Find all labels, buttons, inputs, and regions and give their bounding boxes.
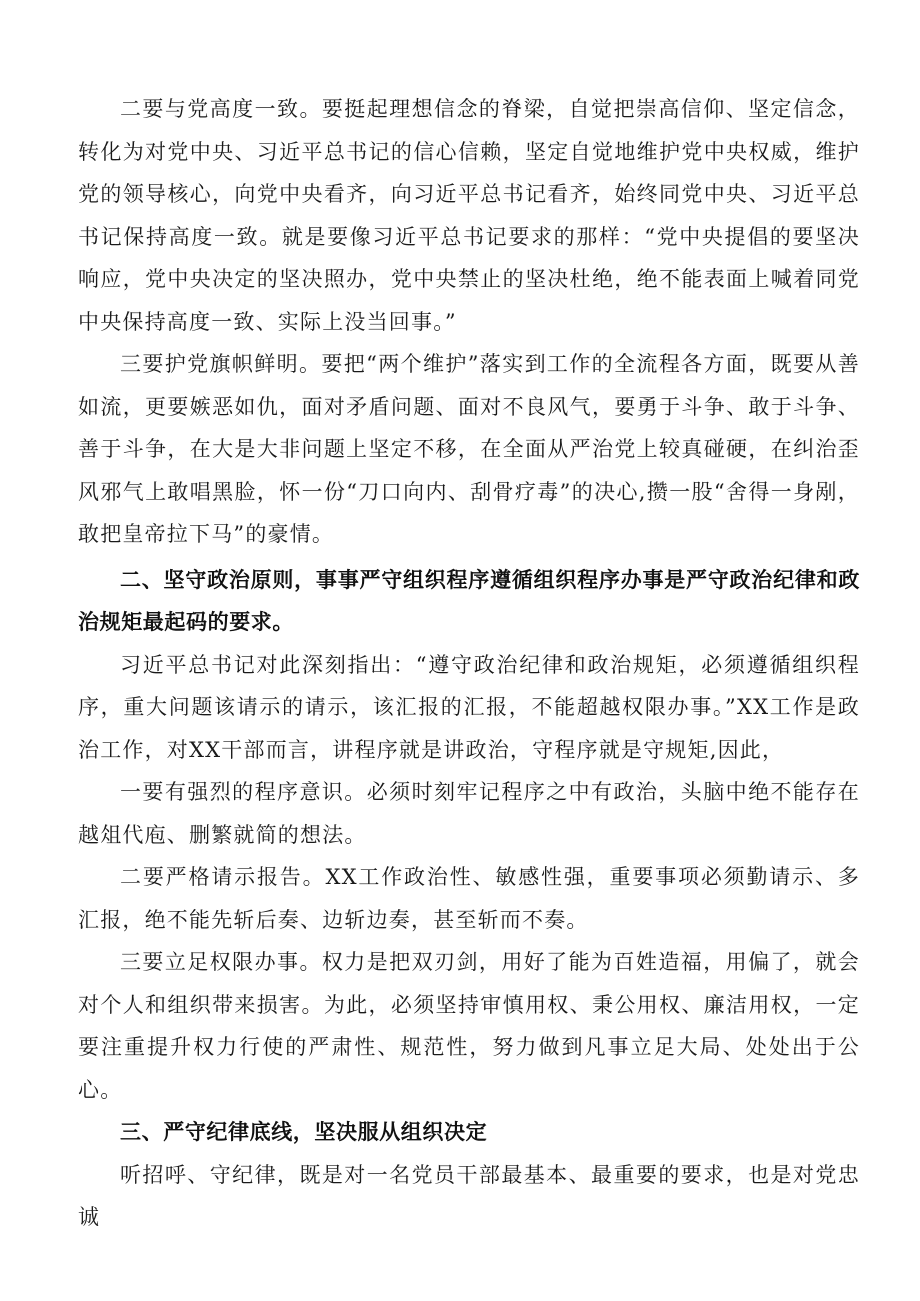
paragraph-act-within-authority: 三要立足权限办事。权力是把双刃剑，用好了能为百姓造福，用偏了，就会对个人和组织带来损害。为此，必须坚持审慎用权、秉公用权、廉洁用权，一定要注重提升权力行使的严肃性、规范性，努力做到凡事立足大局、处处出于公心。	[78, 950, 860, 1102]
paragraph-consistency-with-party: 二要与党高度一致。要挺起理想信念的脊梁，自觉把崇高信仰、坚定信念，转化为对党中央、习近平总书记的信心信赖，坚定自觉地维护党中央权威，维护党的领导核心，向党中央看齐，向习近平总书记看齐，始终同党中央、习近平总书记保持高度一致。就是要像习近平总书记要求的那样：“党中央提倡的要坚决响应，党中央决定的坚决照办，党中央禁止的坚决杜绝，绝不能表面上喊着同党中央保持高度一致、实际上没当回事。”	[78, 97, 860, 334]
paragraph-obey-discipline: 听招呼、守纪律，既是对一名党员干部最基本、最重要的要求，也是对党忠诚	[78, 1162, 860, 1229]
paragraph-xi-quote-procedure: 习近平总书记对此深刻指出：“遵守政治纪律和政治规矩，必须遵循组织程序，重大问题该请示的请示，该汇报的汇报，不能超越权限办事。”XX工作是政治工作，对XX干部而言，讲程序就是讲政治，守程序就是守规矩,因此，	[78, 652, 860, 762]
paragraph-defend-party-flag: 三要护党旗帜鲜明。要把“两个维护”落实到工作的全流程各方面，既要从善如流，更要嫉恶如仇，面对矛盾问题、面对不良风气，要勇于斗争、敢于斗争、善于斗争，在大是大非问题上坚定不移，在全面从严治党上较真碰硬，在纠治歪风邪气上敢唱黑脸，怀一份“刀口向内、刮骨疗毒”的决心,攒一股“舍得一身剐，敢把皇帝拉下马”的豪情。	[78, 352, 860, 546]
document-page	[78, 88, 860, 1239]
paragraph-request-report: 二要严格请示报告。XX工作政治性、敏感性强，重要事项必须勤请示、多汇报，绝不能先斩后奏、边斩边奏，甚至斩而不奏。	[78, 865, 860, 932]
paragraph-procedure-awareness: 一要有强烈的程序意识。必须时刻牢记程序之中有政治，头脑中绝不能存在越俎代庖、删繁就简的想法。	[78, 780, 860, 847]
section-heading-discipline-bottom-line: 三、严守纪律底线，坚决服从组织决定	[120, 1120, 488, 1144]
section-heading-political-principles: 二、坚守政治原则，事事严守组织程序遵循组织程序办事是严守政治纪律和政治规矩最起码的要求。	[78, 567, 860, 634]
